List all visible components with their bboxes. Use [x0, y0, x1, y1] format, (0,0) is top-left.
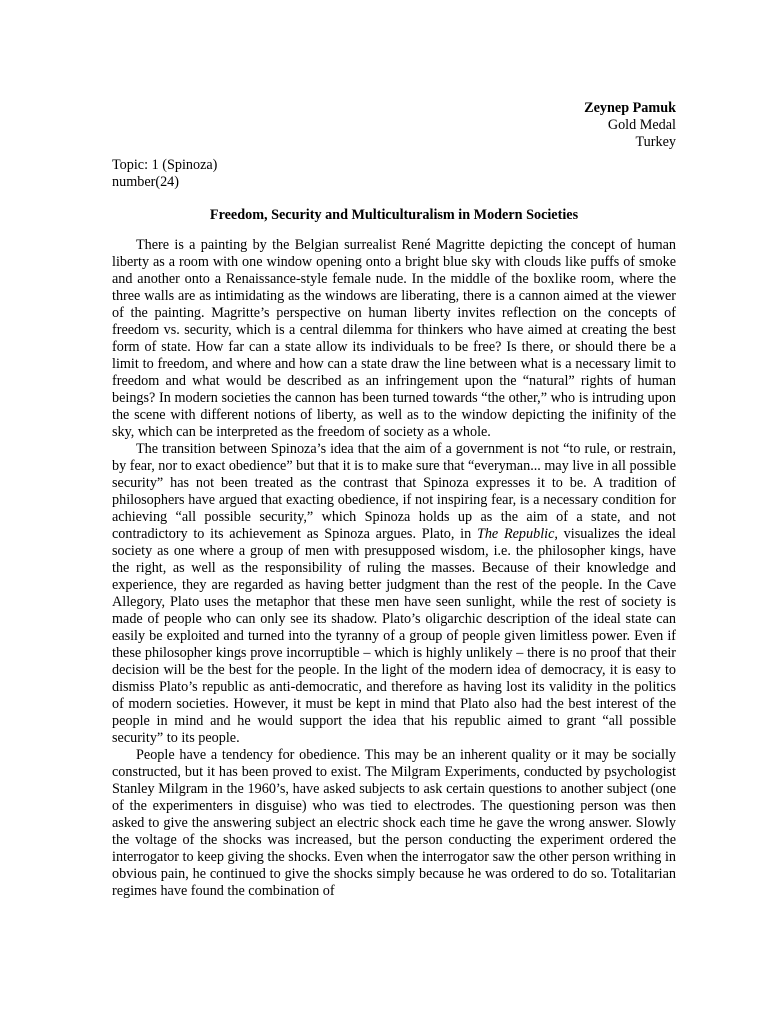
- topic-line: Topic: 1 (Spinoza): [112, 157, 218, 173]
- document-page: [112, 100, 676, 900]
- paragraph-2: [112, 441, 676, 747]
- country-line: Turkey: [635, 134, 676, 150]
- paragraph-3: People have a tendency for obedience. This may be an inherent quality or it may be socially constructed, but it has been proved to exist. The Milgram Experiments, conducted by psychologist Stanley Milgram in the 1960’s, have asked subjects to ask certain questions to another subject (one of the experimenters in disguise) who was tied to electrodes. The questioning person was then asked to give the answering subject an electric shock each time he gave the wrong answer. Slowly the voltage of the shocks was increased, but the person conducting the experiment ordered the interrogator to keep giving the shocks. Even when the interrogator saw the other person writhing in obvious pain, he continued to give the shocks simply because he was ordered to do so. Totalitarian regimes have found the combination of: [112, 747, 676, 899]
- author-block: [112, 100, 676, 151]
- topic-block: [112, 157, 676, 191]
- paragraph-2-text-end: visualizes the ideal society as one where a group of men with presupposed wisdom, i.e. the philosopher kings, have the right, as well as the responsibility of ruling the masses. Because of their knowledge and experience, they are regarded as having better judgment than the rest of the people. In the Cave Allegory, Plato uses the metaphor that these men have seen sunlight, while the rest of society is made of people who can only see its shadow. Plato’s oligarchic description of the ideal state can easily be exploited and turned into the tyranny of a group of people given limitless power. Even if these philosopher kings prove incorruptible – which is highly unlikely – there is no proof that their decision will be the best for the people. In the light of the modern idea of democracy, it is easy to dismiss Plato’s republic as anti-democratic, and therefore as having lost its validity in the politics of modern societies. However, it must be kept in mind that Plato also had the best interest of the people in mind and he would support the idea that his republic aimed to grant “all possible security” to its people.: [112, 526, 676, 746]
- book-title-italic: The Republic,: [476, 526, 558, 542]
- paragraph-1: There is a painting by the Belgian surrealist René Magritte depicting the concept of human liberty as a room with one window opening onto a bright blue sky with clouds like puffs of smoke and another onto a Renaissance-style female nude. In the middle of the boxlike room, where the three walls are as intimidating as the windows are liberating, there is a cannon aimed at the viewer of the painting. Magritte’s perspective on human liberty invites reflection on the concepts of freedom vs. security, which is a central dilemma for thinkers who have aimed at creating the best form of state. How far can a state allow its individuals to be free? Is there, or should there be a limit to freedom, and where and how can a state draw the line between what is a necessary limit to freedom and what would be described as an infringement upon the “natural” rights of human beings? In modern societies the cannon has been turned towards “the other,” who is intruding upon the scene with different notions of liberty, as well as to the window depicting the inifinity of the sky, which can be interpreted as the freedom of society as a whole.: [112, 237, 676, 440]
- number-line: number(24): [112, 174, 179, 190]
- essay-title: Freedom, Security and Multiculturalism in Modern Societies: [209, 207, 579, 223]
- author-name: Zeynep Pamuk: [584, 100, 676, 116]
- paragraph-2-text-start: The transition between Spinoza’s idea that the aim of a government is not “to rule, or restrain, by fear, nor to exact obedience” but that it is to make sure that “everyman... may live in all possible security” has not been treated as the contrast that Spinoza expresses it to be. A tradition of philosophers have argued that exacting obedience, if not inspiring fear, is a necessary condition for achieving “all possible security,” which Spinoza holds up as the aim of a state, and not contradictory to its achievement as Spinoza argues. Plato, in: [112, 441, 676, 542]
- award-line: Gold Medal: [607, 117, 676, 133]
